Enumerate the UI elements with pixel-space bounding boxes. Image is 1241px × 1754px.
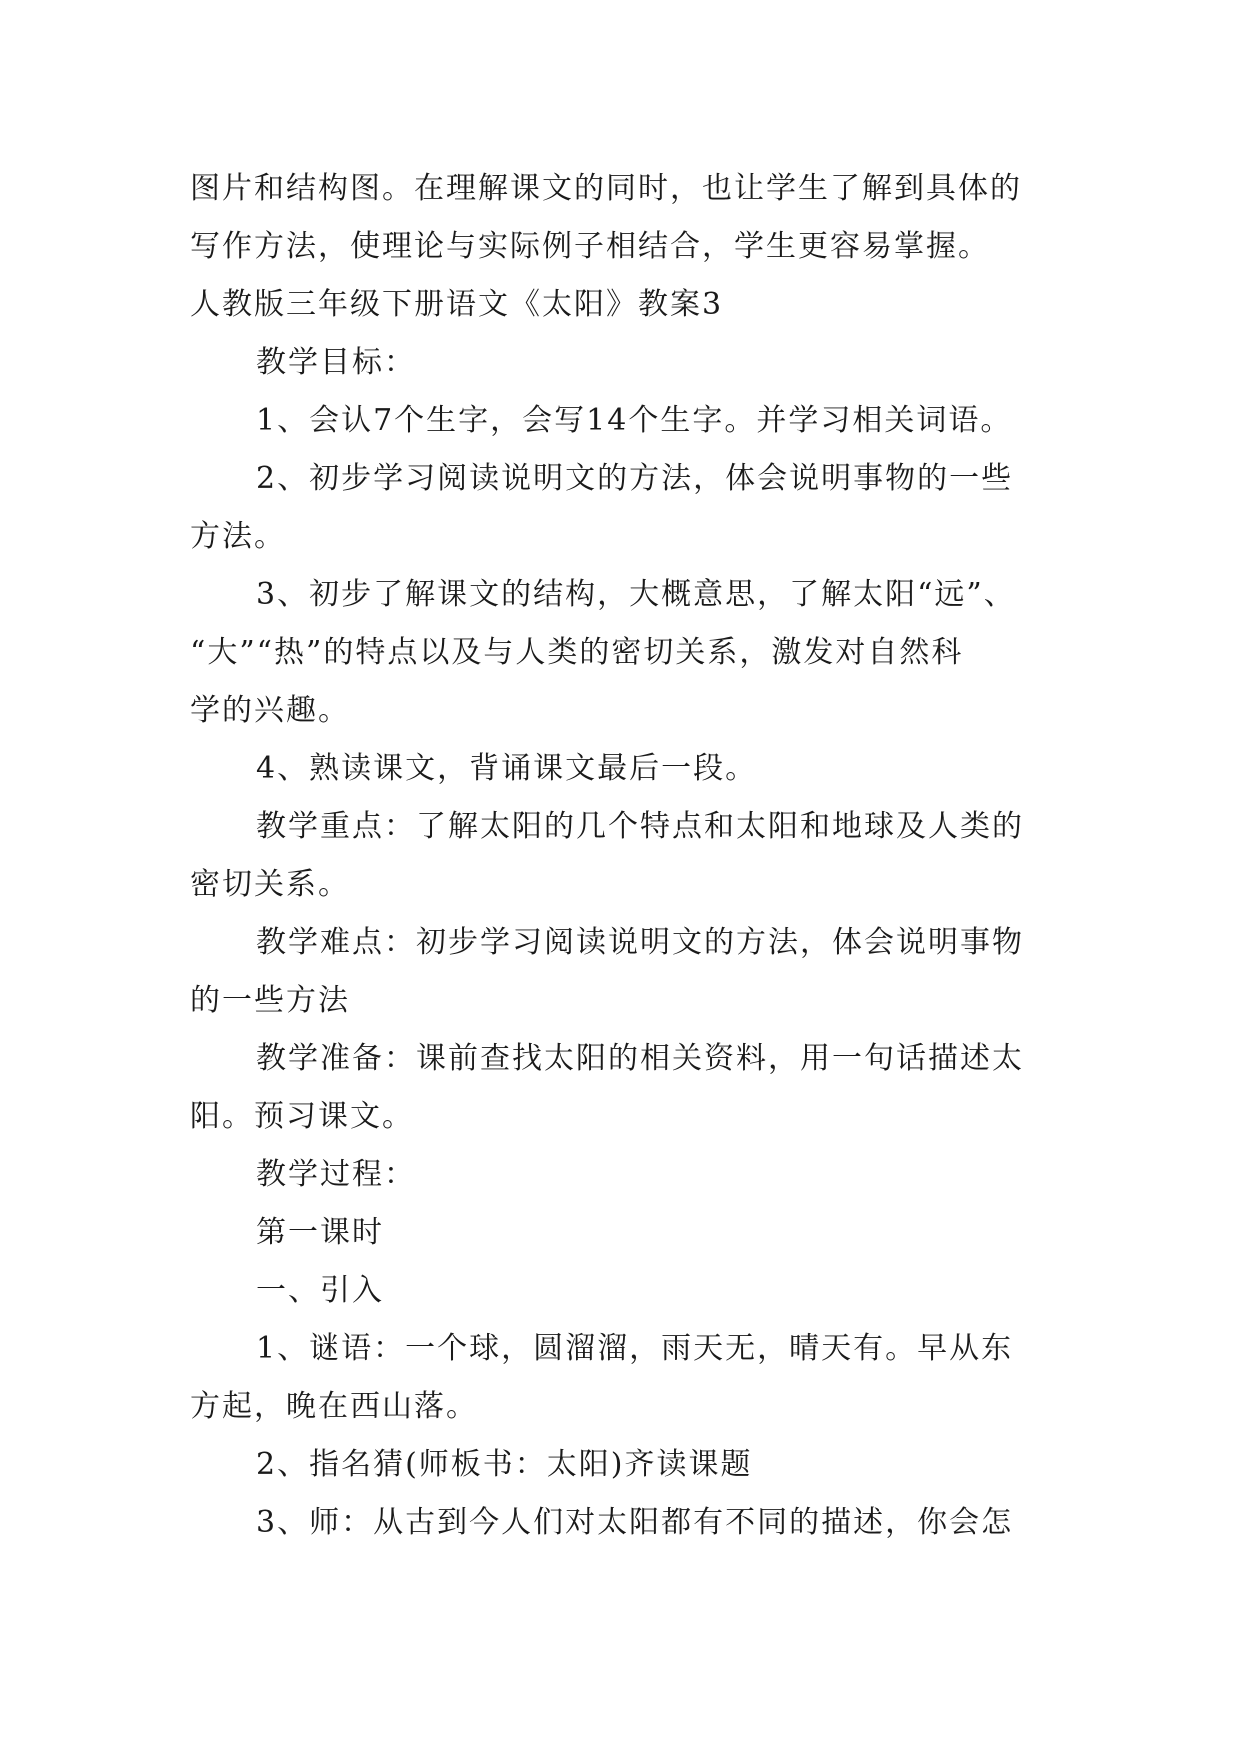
text-line: 写作方法，使理论与实际例子相结合，学生更容易掌握。 — [190, 229, 990, 264]
text-line: 学的兴趣。 — [190, 693, 350, 728]
step-item: 3、师：从古到今人们对太阳都有不同的描述，你会怎 — [256, 1505, 1014, 1540]
objective-item: 3、初步了解课文的结构，大概意思，了解太阳“远”、 — [256, 577, 1016, 612]
document-body — [190, 160, 1060, 1552]
objective-item: 2、初步学习阅读说明文的方法，体会说明事物的一些 — [256, 461, 1014, 496]
text-line: 的一些方法 — [190, 983, 350, 1018]
difficult-points: 教学难点：初步学习阅读说明文的方法，体会说明事物 — [256, 925, 1024, 960]
text-line: 图片和结构图。在理解课文的同时，也让学生了解到具体的 — [190, 171, 1022, 206]
preparation: 教学准备：课前查找太阳的相关资料，用一句话描述太 — [256, 1041, 1024, 1076]
step-heading: 一、引入 — [256, 1273, 384, 1308]
text-line: “大”“热”的特点以及与人类的密切关系，激发对自然科 — [190, 635, 964, 670]
subheading-objectives: 教学目标： — [256, 345, 416, 380]
text-line: 阳。预习课文。 — [190, 1099, 414, 1134]
subheading-process: 教学过程： — [256, 1157, 416, 1192]
text-line: 方法。 — [190, 519, 286, 554]
text-line: 密切关系。 — [190, 867, 350, 902]
section-heading: 人教版三年级下册语文《太阳》教案3 — [190, 287, 724, 322]
step-item: 2、指名猜(师板书：太阳)齐读课题 — [256, 1447, 753, 1482]
step-item: 1、谜语：一个球，圆溜溜，雨天无，晴天有。早从东 — [256, 1331, 1014, 1366]
key-points: 教学重点：了解太阳的几个特点和太阳和地球及人类的 — [256, 809, 1024, 844]
text-line: 方起，晚在西山落。 — [190, 1389, 478, 1424]
document-page — [190, 160, 1060, 1552]
objective-item: 4、熟读课文，背诵课文最后一段。 — [256, 751, 758, 786]
objective-item: 1、会认7个生字，会写14个生字。并学习相关词语。 — [256, 403, 1013, 438]
lesson-heading: 第一课时 — [256, 1215, 384, 1250]
